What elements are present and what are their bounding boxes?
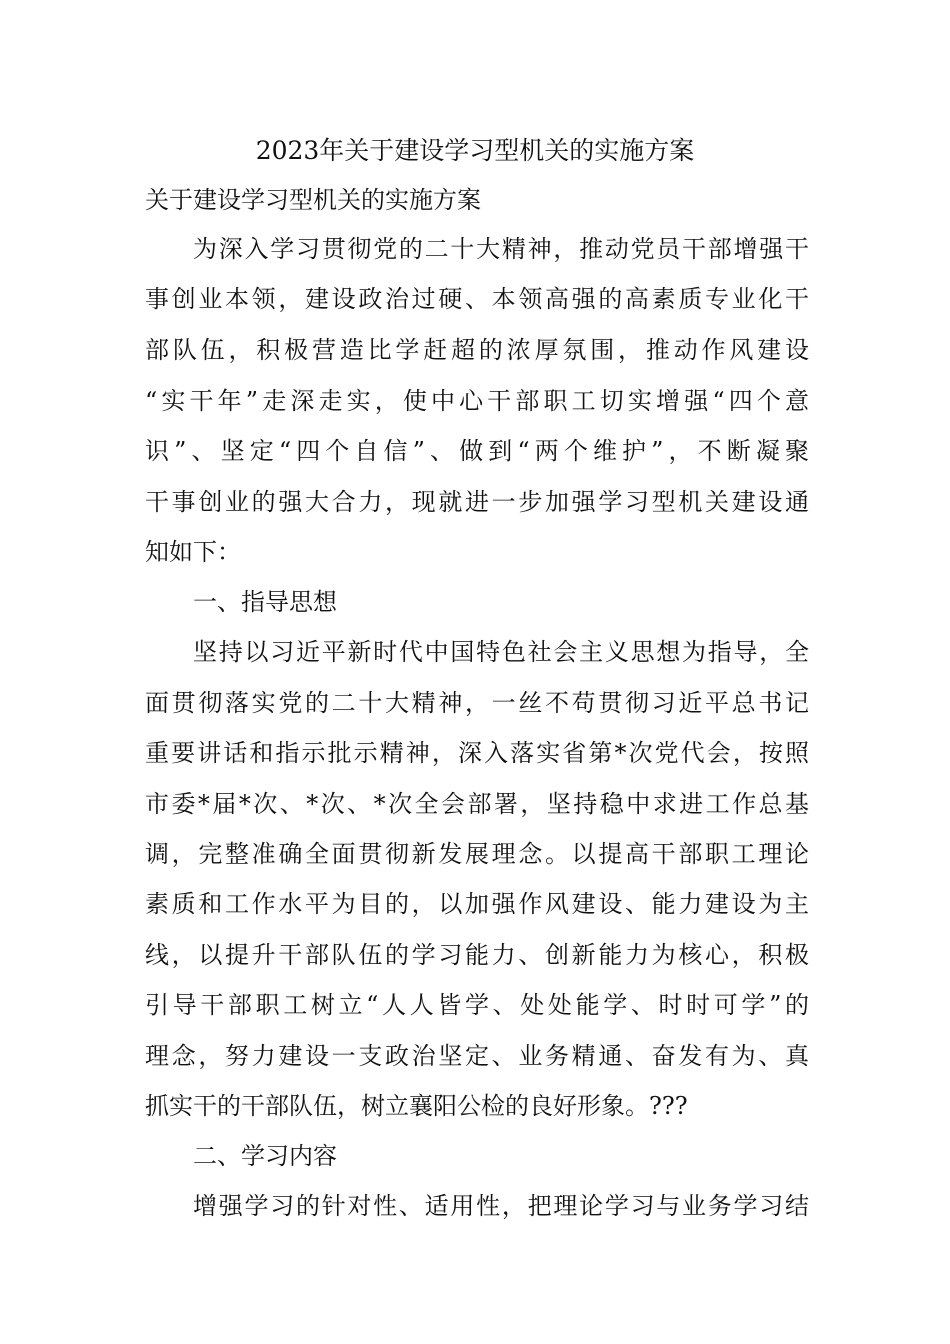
paragraph-line: 线，以提升干部队伍的学习能力、创新能力为核心，积极 bbox=[145, 941, 809, 969]
paragraph-line: 理念，努力建设一支政治坚定、业务精通、奋发有为、真 bbox=[145, 1042, 809, 1070]
paragraph-line: 抓实干的干部队伍，树立襄阳公检的良好形象。??? bbox=[145, 1092, 688, 1120]
section-heading-1: 一、指导思想 bbox=[193, 588, 337, 616]
paragraph-line: 面贯彻落实党的二十大精神，一丝不苟贯彻习近平总书记 bbox=[145, 689, 809, 717]
paragraph-line: 重要讲话和指示批示精神，深入落实省第*次党代会，按照 bbox=[145, 739, 809, 767]
paragraph-line: 市委*届*次、*次、*次全会部署，坚持稳中求进工作总基 bbox=[145, 790, 809, 818]
paragraph-line: 调，完整准确全面贯彻新发展理念。以提高干部职工理论 bbox=[145, 840, 809, 868]
section-heading-2: 二、学习内容 bbox=[193, 1142, 337, 1170]
document-title: 2023年关于建设学习型机关的实施方案 bbox=[255, 136, 695, 165]
paragraph-line: “实干年”走深走实，使中心干部职工切实增强“四个意 bbox=[145, 387, 809, 415]
paragraph-line: 知如下： bbox=[145, 538, 241, 566]
paragraph-line: 增强学习的针对性、适用性，把理论学习与业务学习结 bbox=[193, 1192, 809, 1220]
paragraph-line: 干事创业的强大合力，现就进一步加强学习型机关建设通 bbox=[145, 488, 809, 516]
paragraph-line: 部队伍，积极营造比学赶超的浓厚氛围，推动作风建设 bbox=[145, 336, 809, 364]
paragraph-line: 事创业本领，建设政治过硬、本领高强的高素质专业化干 bbox=[145, 285, 809, 313]
paragraph-line: 识”、坚定“四个自信”、做到“两个维护”，不断凝聚 bbox=[145, 437, 809, 465]
paragraph-line: 引导干部职工树立“人人皆学、处处能学、时时可学”的 bbox=[145, 991, 809, 1019]
document-subtitle: 关于建设学习型机关的实施方案 bbox=[145, 186, 481, 214]
paragraph-line: 坚持以习近平新时代中国特色社会主义思想为指导，全 bbox=[193, 638, 809, 666]
paragraph-line: 素质和工作水平为目的，以加强作风建设、能力建设为主 bbox=[145, 890, 809, 918]
paragraph-line: 为深入学习贯彻党的二十大精神，推动党员干部增强干 bbox=[193, 235, 809, 263]
